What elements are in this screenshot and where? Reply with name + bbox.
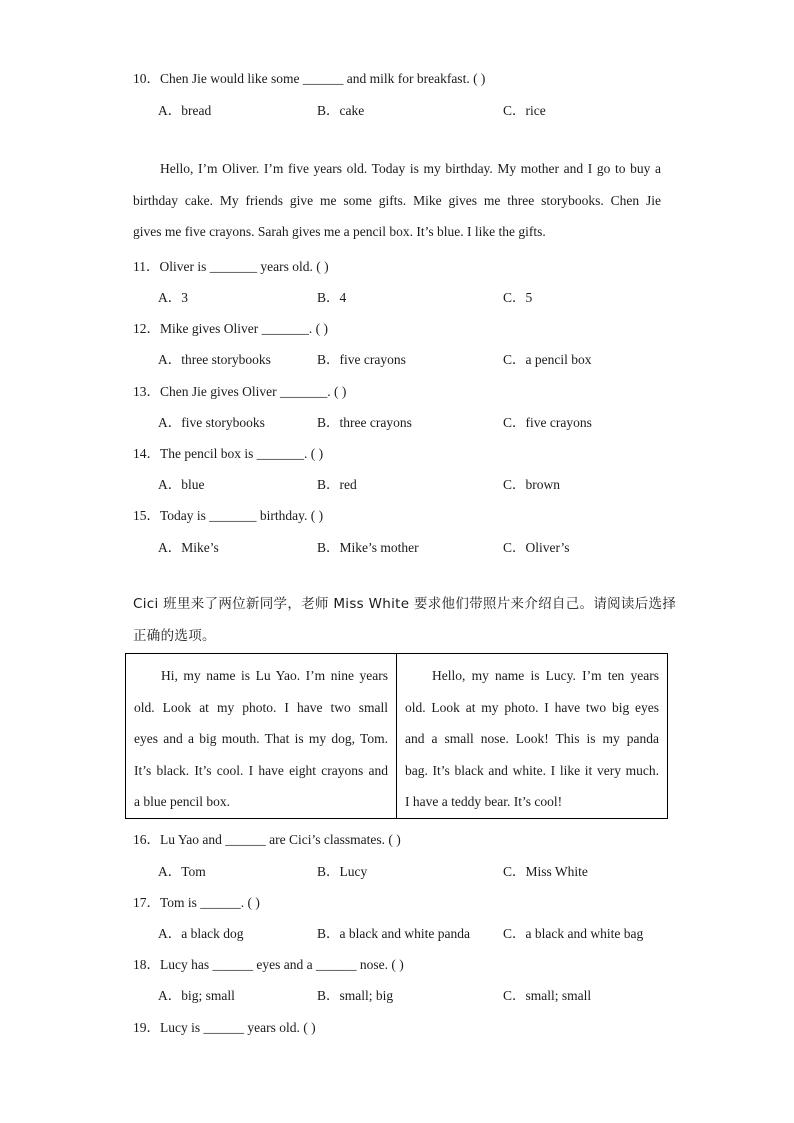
table-line: old. Look at my photo. I have two big eyes <box>405 699 659 715</box>
reading-passage-oliver <box>133 153 661 248</box>
lucy-introduction-cell <box>396 654 667 818</box>
question-16-option-c: C．Miss White <box>503 864 588 879</box>
instruction-line: 正确的选项。 <box>133 627 216 644</box>
table-line: bag. It’s black and white. I like it very much. <box>405 762 659 778</box>
passage-line: Hello, I’m Oliver. I’m five years old. Today is my birthday. My mother and I go to buy a <box>160 161 661 176</box>
question-18-option-a: A．big; small <box>158 988 235 1003</box>
question-12-option-a: A．three storybooks <box>158 352 271 367</box>
question-18-option-b: B．small; big <box>317 988 394 1003</box>
question-17-option-a: A．a black dog <box>158 926 244 941</box>
table-line: It’s black. It’s cool. I have eight crayons and <box>134 762 388 778</box>
table-line: I have a teddy bear. It’s cool! <box>405 794 563 809</box>
question-19-stem: 19．Lucy is ______ years old. ( ) <box>133 1020 316 1035</box>
instruction-line: Cici 班里来了两位新同学，老师 Miss White 要求他们带照片来介绍自己。请阅读后选择 <box>133 596 677 612</box>
question-17-option-b: B．a black and white panda <box>317 926 470 941</box>
question-16-option-b: B．Lucy <box>317 864 368 879</box>
question-13-option-b: B．three crayons <box>317 415 412 430</box>
question-11-stem: 11．Oliver is _______ years old. ( ) <box>133 259 329 274</box>
passage-line: birthday cake. My friends give me some gifts. Mike gives me three storybooks. Chen Jie <box>133 192 661 208</box>
passage-line: gives me five crayons. Sarah gives me a pencil box. It’s blue. I like the gifts. <box>133 224 546 239</box>
question-13-option-a: A．five storybooks <box>158 415 265 430</box>
question-12-option-b: B．five crayons <box>317 352 406 367</box>
question-18-option-c: C．small; small <box>503 988 592 1003</box>
table-line: old. Look at my photo. I have two small <box>134 699 388 715</box>
question-14-stem: 14．The pencil box is _______. ( ) <box>133 446 324 461</box>
table-line: Hi, my name is Lu Yao. I’m nine years <box>161 668 388 683</box>
question-15-option-c: C．Oliver’s <box>503 540 570 555</box>
question-11-option-a: A．3 <box>158 290 188 305</box>
table-line: and a small nose. Look! This is my panda <box>405 731 659 746</box>
question-15-option-a: A．Mike’s <box>158 540 219 555</box>
question-16-option-a: A．Tom <box>158 864 206 879</box>
question-14-option-b: B．red <box>317 477 357 492</box>
question-17-stem: 17．Tom is ______. ( ) <box>133 895 260 910</box>
question-17-option-c: C．a black and white bag <box>503 926 644 941</box>
question-13-option-c: C．five crayons <box>503 415 592 430</box>
question-15-option-b: B．Mike’s mother <box>317 540 419 555</box>
question-10-option-a: A．bread <box>158 103 212 118</box>
question-18-stem: 18．Lucy has ______ eyes and a ______ nose. ( ) <box>133 957 404 972</box>
question-13-stem: 13．Chen Jie gives Oliver _______. ( ) <box>133 384 347 399</box>
table-line: Hello, my name is Lucy. I’m ten years <box>432 668 659 683</box>
question-15-stem: 15．Today is _______ birthday. ( ) <box>133 508 324 523</box>
question-12-option-c: C．a pencil box <box>503 352 592 367</box>
question-10-option-c: C．rice <box>503 103 546 118</box>
question-14-option-c: C．brown <box>503 477 560 492</box>
question-10-stem: 10．Chen Jie would like some ______ and milk for breakfast. ( ) <box>133 71 486 86</box>
table-line: a blue pencil box. <box>134 794 230 809</box>
question-14-option-a: A．blue <box>158 477 205 492</box>
lu-yao-introduction-cell <box>126 654 396 818</box>
section-instruction <box>133 589 677 652</box>
question-16-stem: 16．Lu Yao and ______ are Cici’s classmates. ( ) <box>133 832 401 847</box>
question-10-option-b: B．cake <box>317 103 365 118</box>
table-line: eyes and a big mouth. That is my dog, Tom. <box>134 731 388 746</box>
introduction-table <box>125 653 668 819</box>
question-11-option-c: C．5 <box>503 290 533 305</box>
question-12-stem: 12．Mike gives Oliver _______. ( ) <box>133 321 328 336</box>
question-11-option-b: B．4 <box>317 290 347 305</box>
